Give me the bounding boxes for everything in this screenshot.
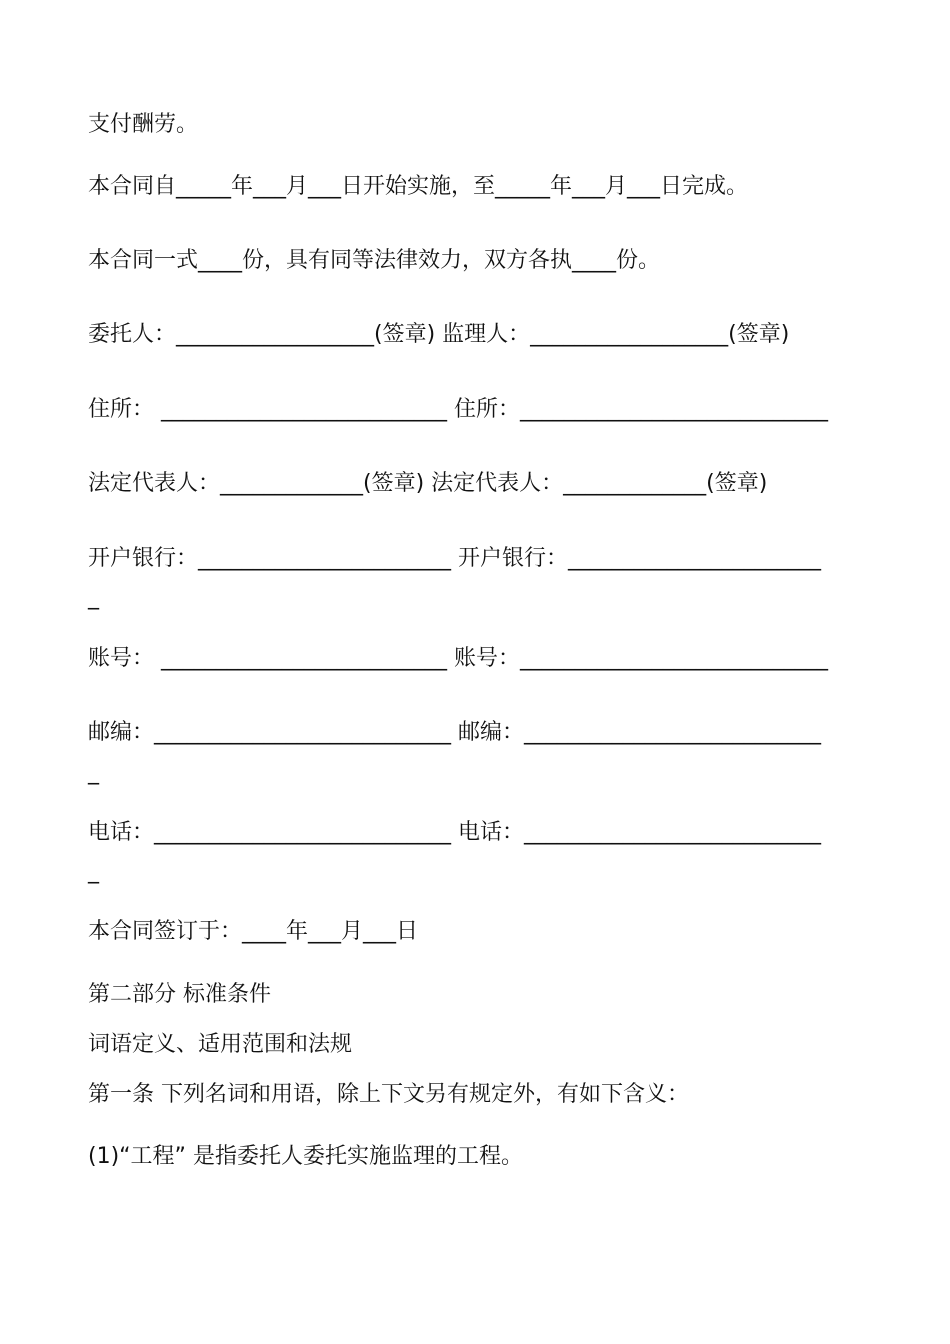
text-line-phone: 电话：___________________________ 电话：___________________________	[88, 820, 821, 845]
text-line-postcode: 邮编：___________________________ 邮编：___________________________	[88, 720, 821, 745]
text-line-phone-overflow: _	[88, 859, 99, 884]
article-1: 第一条 下列名词和用语，除上下文另有规定外，有如下含义：	[88, 1082, 689, 1107]
subsection-heading: 词语定义、适用范围和法规	[88, 1032, 353, 1057]
text-line-signatories: 委托人：__________________(签章) 监理人：__________________(签章)	[88, 322, 790, 347]
section-heading: 第二部分 标准条件	[88, 982, 271, 1007]
text-line-account: 账号： __________________________ 账号：____________________________	[88, 646, 828, 671]
text-line-postcode-overflow: _	[88, 760, 99, 785]
text-line-bank: 开户银行：_______________________ 开户银行：_______________________	[88, 546, 821, 571]
text-line-payment: 支付酬劳。	[88, 112, 199, 137]
text-line-period: 本合同自_____年___月___日开始实施，至_____年___月___日完成。	[88, 174, 749, 199]
text-line-sign-date: 本合同签订于：____年___月___日	[88, 919, 419, 944]
text-line-bank-overflow: _	[88, 585, 99, 610]
text-line-address: 住所： __________________________ 住所：____________________________	[88, 397, 828, 422]
definition-1: (1)“工程” 是指委托人委托实施监理的工程。	[88, 1144, 523, 1169]
text-line-legal-rep: 法定代表人：_____________(签章) 法定代表人：_____________(签章)	[88, 471, 768, 496]
text-line-copies: 本合同一式____份，具有同等法律效力，双方各执____份。	[88, 248, 661, 273]
